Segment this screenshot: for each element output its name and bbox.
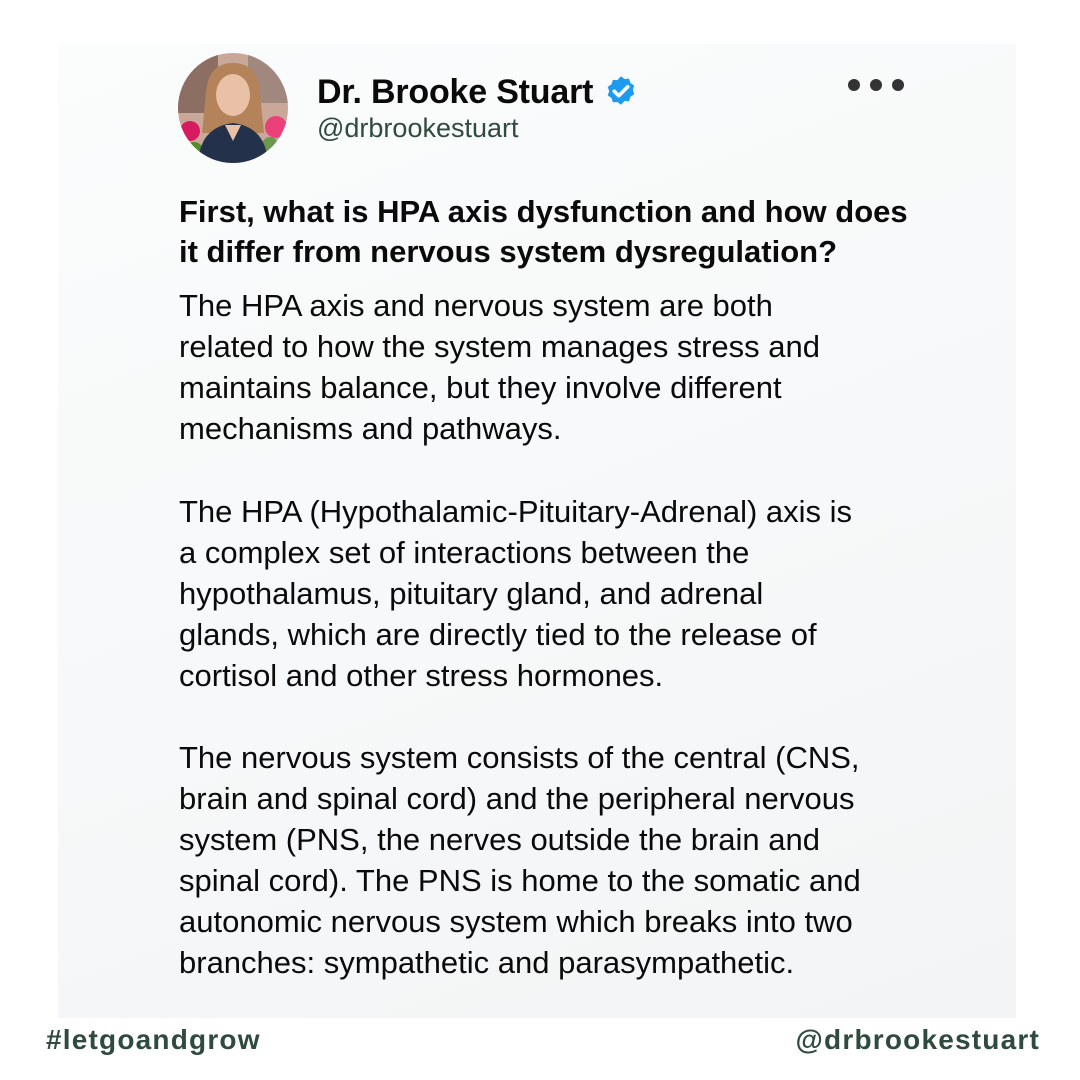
avatar[interactable] (178, 53, 288, 163)
more-dot (892, 79, 904, 91)
post-paragraph: The HPA axis and nervous system are both related to how the system manages stress and maintains balance, but they involve different mechanisms and pathways. (179, 288, 820, 446)
more-dot (848, 79, 860, 91)
more-dot (870, 79, 882, 91)
author-name[interactable]: Dr. Brooke Stuart (317, 72, 594, 111)
post-paragraph: The nervous system consists of the central (CNS, brain and spinal cord) and the peripheral nervous system (PNS, the nerves outside the brain and spinal cord). The PNS is home to the somatic and autonomic nervous system which breaks into two branches: sympathetic and parasympathetic. (179, 740, 861, 980)
verified-badge-icon (603, 74, 639, 110)
more-horizontal-icon[interactable] (848, 76, 904, 94)
author-row (317, 70, 639, 114)
post-question: First, what is HPA axis dysfunction and how does it differ from nervous system dysregulation? (179, 194, 908, 269)
footer-hashtag: #letgoandgrow (46, 1024, 261, 1055)
footer-handle: @drbrookestuart (795, 1024, 1040, 1055)
author-handle[interactable]: @drbrookestuart (317, 113, 519, 143)
avatar-image (178, 53, 288, 163)
post-paragraph: The HPA (Hypothalamic-Pituitary-Adrenal) axis is a complex set of interactions between the hypothalamus, pituitary gland, and adrenal glands, which are directly tied to the release of cortisol and other stress hormones. (179, 494, 853, 693)
